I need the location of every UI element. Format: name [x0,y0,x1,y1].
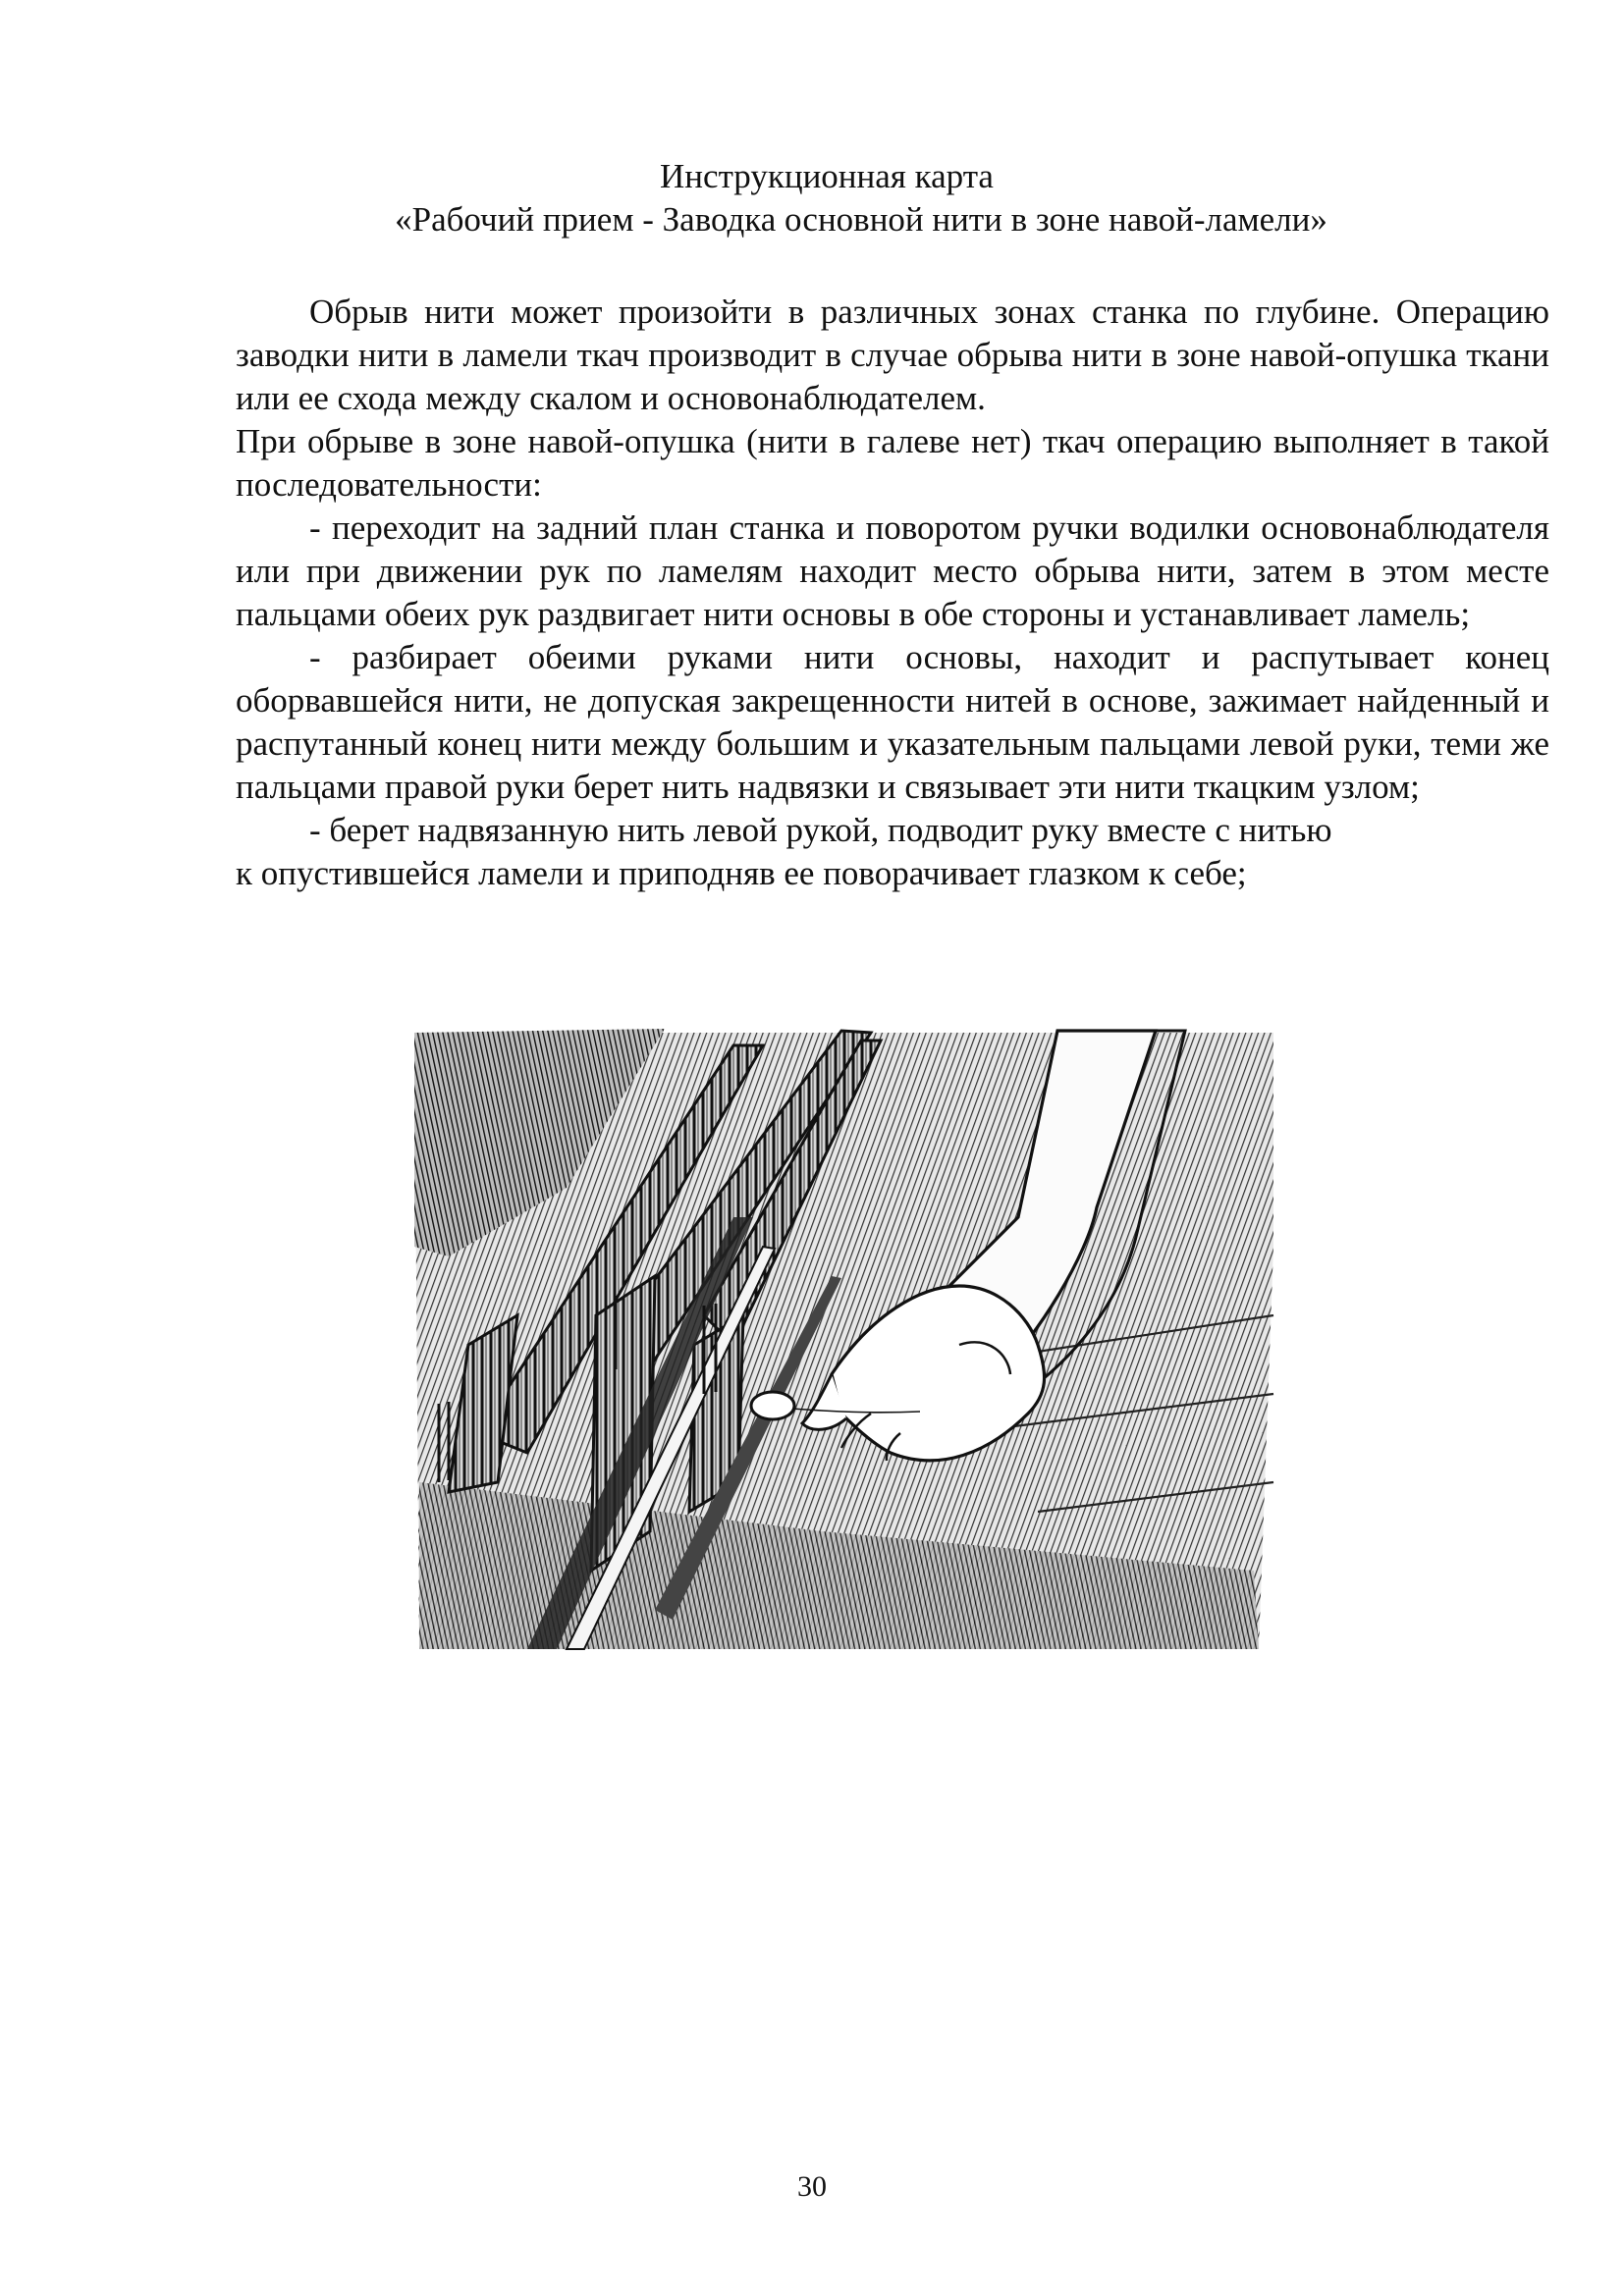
hand-threading-illustration [409,1021,1279,1653]
document-title: Инструкционная карта [660,157,994,195]
paragraph-step-1: - переходит на задний план станка и поворотом ручки водилки основонаблюдателя или при движении рук по ламелям находит место обрыва нити, затем в этом месте пальцами обеих рук раздвигает нити основы в обе стороны и устанавливает ламель; [236,508,1549,633]
title-block [0,155,1624,241]
illustration-icon [409,1021,1279,1653]
paragraph-step-3-line-2: к опустившейся ламели и приподняв ее поворачивает глазком к себе; [236,854,1247,892]
document-subtitle: «Рабочий прием - Заводка основной нити в зоне навой-ламели» [395,200,1327,239]
paragraph-sequence-intro: При обрыве в зоне навой-опушка (нити в галеве нет) ткач операцию выполняет в такой последовательности: [236,422,1549,504]
paragraph-step-3-line-1: - берет надвязанную нить левой рукой, подводит руку вместе с нитью [309,811,1332,849]
paragraph-step-2: - разбирает обеими руками нити основы, находит и распутывает конец оборвавшейся нити, не допуская закрещенности нитей в основе, зажимает найденный и распутанный конец нити между большим и указательным пальцами левой руки, теми же пальцами правой руки берет нить надвязки и связывает эти нити ткацким узлом; [236,638,1549,806]
paragraph-intro: Обрыв нити может произойти в различных зонах станка по глубине. Операцию заводки нити в ламели ткач производит в случае обрыва нити в зоне навой-опушка ткани или ее схода между скалом и основонаблюдателем. [236,293,1549,417]
page-number: 30 [797,2170,827,2203]
body-text [236,291,1549,895]
